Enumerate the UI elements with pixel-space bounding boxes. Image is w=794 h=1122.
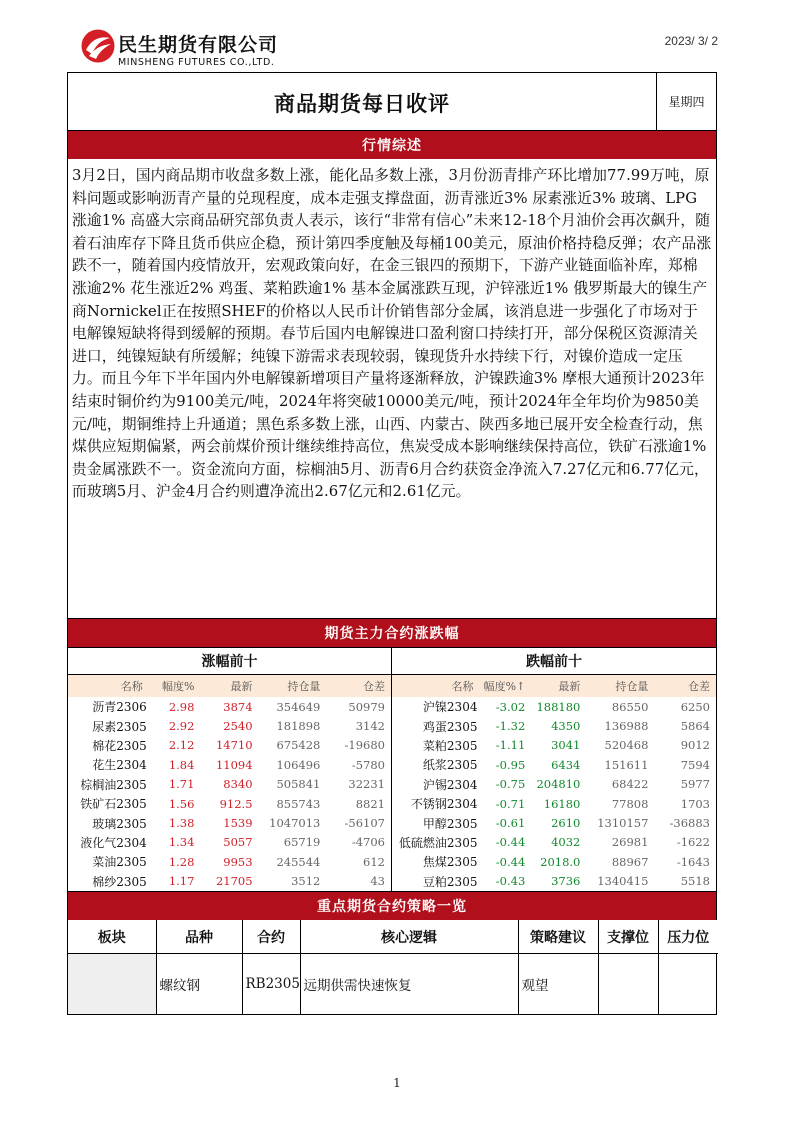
table-cell: 1.38	[168, 816, 195, 831]
strategy-cell	[658, 954, 718, 1014]
table-cell: 11094	[215, 757, 253, 772]
table-cell: 2.92	[168, 719, 195, 734]
table-cell: -1.11	[495, 738, 526, 753]
table-cell: 9953	[223, 854, 253, 869]
contract-name: 菜油2305	[92, 855, 147, 870]
contract-name: 低硫燃油2305	[398, 835, 478, 850]
table-row	[392, 872, 716, 891]
table-cell: 14710	[215, 738, 253, 753]
table-cell: 1310157	[597, 816, 649, 831]
table-cell: 4350	[551, 719, 581, 734]
gainers-col-header: 仓差	[326, 675, 391, 697]
strategy-col-header: 品种	[156, 920, 242, 954]
summary-heading: 行情综述	[68, 131, 716, 159]
table-cell: 106496	[276, 757, 321, 772]
losers-table	[392, 675, 716, 891]
table-cell: -1622	[676, 835, 710, 850]
contract-name: 豆粕2305	[422, 874, 478, 889]
table-row	[68, 755, 391, 774]
contract-name: 纸浆2305	[422, 758, 478, 773]
strategy-cell: 螺纹钢	[156, 954, 242, 1014]
gainers-col-header: 最新	[200, 675, 258, 697]
report-frame	[67, 72, 717, 1015]
table-cell: 9012	[680, 738, 710, 753]
gainers-title: 涨幅前十	[68, 647, 391, 675]
table-cell: 6250	[680, 699, 710, 714]
contract-name: 花生2304	[92, 758, 147, 773]
table-cell: -0.61	[495, 816, 526, 831]
table-cell: 6434	[551, 757, 581, 772]
losers-col-header: 持仓量	[586, 675, 654, 697]
contract-name: 尿素2305	[92, 719, 147, 734]
table-cell: 5864	[680, 719, 710, 734]
strategy-cell: 远期供需快速恢复	[300, 954, 518, 1014]
table-cell: -0.75	[495, 777, 526, 792]
contract-name: 液化气2304	[80, 835, 147, 850]
table-cell: 2610	[551, 816, 581, 831]
contract-name: 菜粕2305	[422, 738, 478, 753]
table-row	[392, 813, 716, 832]
table-cell: 1703	[680, 796, 710, 811]
table-cell: -0.44	[495, 835, 526, 850]
strategy-cell	[68, 954, 156, 1014]
table-cell: -36883	[669, 816, 710, 831]
contract-name: 鸡蛋2305	[422, 719, 478, 734]
contract-name: 棉花2305	[92, 738, 147, 753]
strategy-heading: 重点期货合约策略一览	[68, 892, 716, 920]
table-cell: -56107	[344, 816, 385, 831]
table-row	[68, 716, 391, 735]
table-row	[68, 852, 391, 871]
table-cell: -3.02	[495, 699, 526, 714]
strategy-col-header: 支撑位	[598, 920, 658, 954]
table-cell: 32231	[348, 777, 385, 792]
table-cell: 1.17	[168, 874, 195, 889]
contract-name: 焦煤2305	[422, 855, 478, 870]
table-cell: 68422	[611, 777, 649, 792]
table-cell: 3142	[355, 719, 385, 734]
market-summary-text: 3月2日，国内商品期市收盘多数上涨，能化品多数上涨，3月份沥青排产环比增加77.99万吨，原料问题或影响沥青产量的兑现程度，成本走强支撑盘面，沥青涨近3% 尿素涨近3% 玻璃、LPG涨逾1% 高盛大宗商品研究部负责人表示，该行“非常有信心”未来12-18个月油价会再次飙升，随着石油库存下降且货币供应企稳，预计第四季度触及每桶100美元，原油价格持稳反弹；农产品涨跌不一，随着国内疫情放开，宏观政策向好，在金三银四的预期下，下游产业链面临补库，郑棉涨逾2% 花生涨近2% 鸡蛋、菜粕跌逾1% 基本金属涨跌互现，沪锌涨近1% 俄罗斯最大的镍生产商Nornickel正在按照SHEF的价格以人民币计价销售部分金属，该消息进一步强化了市场对于电解镍短缺将得到缓解的预期。春节后国内电解镍进口盈利窗口持续打开，部分保税区资源清关进口，纯镍短缺有所缓解；纯镍下游需求表现较弱，镍现货升水持续下行，对镍价造成一定压力。而且今年下半年国内外电解镍新增项目产量将逐渐释放，沪镍跌逾3% 摩根大通预计2023年结束时铜价约为9100美元/吨，2024年将突破10000美元/吨，预计2024年全年均价为9850美元/吨，期铜维持上升通道；黑色系多数上涨，山西、内蒙古、陕西多地已展开安全检查行动，焦煤供应短期偏紧，两会前煤价预计继续维持高位，焦炭受成本影响继续保持高位，铁矿石涨逾1% 贵金属涨跌不一。资金流向方面，棕榈油5月、沥青6月合约获资金净流入7.27亿元和6.77亿元，而玻璃5月、沪金4月合约则遭净流出2.67亿元和2.61亿元。	[68, 159, 716, 619]
table-cell: 1.71	[168, 777, 195, 792]
table-cell: 912.5	[219, 796, 253, 811]
losers-col-header: 仓差	[654, 675, 716, 697]
gainers-col-header: 持仓量	[259, 675, 327, 697]
table-cell: 1047013	[269, 816, 321, 831]
table-row	[68, 833, 391, 852]
table-cell: 188180	[536, 699, 581, 714]
report-date: 2023/ 3/ 2	[664, 34, 718, 48]
losers-title: 跌幅前十	[392, 647, 716, 675]
table-row	[68, 697, 391, 716]
table-cell: 204810	[536, 777, 581, 792]
table-cell: 5977	[680, 777, 710, 792]
losers-col-header: 最新	[531, 675, 586, 697]
table-cell: 1.34	[168, 835, 195, 850]
table-cell: 26981	[611, 835, 649, 850]
strategy-col-header: 合约	[242, 920, 300, 954]
table-cell: 5057	[223, 835, 253, 850]
table-cell: 520468	[604, 738, 649, 753]
strategy-row	[68, 954, 718, 1014]
losers-col-header: 名称	[392, 675, 479, 697]
table-row	[392, 794, 716, 813]
table-cell: 1.56	[168, 796, 195, 811]
table-cell: 4032	[551, 835, 581, 850]
table-row	[392, 716, 716, 735]
table-cell: 50979	[348, 699, 385, 714]
rank-heading: 期货主力合约涨跌幅	[68, 619, 716, 647]
page-number: 1	[393, 1076, 401, 1090]
gainers-table	[68, 675, 391, 891]
rank-tables	[68, 647, 716, 892]
contract-name: 棉纱2305	[92, 874, 147, 889]
table-row	[68, 794, 391, 813]
table-cell: 1539	[223, 816, 253, 831]
table-cell: -0.95	[495, 757, 526, 772]
table-cell: 43	[370, 874, 385, 889]
strategy-col-header: 核心逻辑	[300, 920, 518, 954]
strategy-col-header: 压力位	[658, 920, 718, 954]
gainers-col-header: 幅度%	[149, 675, 201, 697]
table-cell: 88967	[611, 854, 649, 869]
table-cell: 5518	[680, 874, 710, 889]
strategy-cell	[598, 954, 658, 1014]
table-cell: 505841	[276, 777, 321, 792]
table-cell: 3736	[551, 874, 581, 889]
losers-panel	[392, 647, 716, 891]
table-row	[68, 872, 391, 891]
contract-name: 棕榈油2305	[80, 777, 147, 792]
table-cell: 136988	[604, 719, 649, 734]
company-name-cn: 民生期货有限公司	[118, 34, 279, 56]
company-logo	[80, 28, 340, 74]
strategy-col-header: 板块	[68, 920, 156, 954]
company-name-en: MINSHENG FUTURES CO.,LTD.	[118, 57, 275, 68]
contract-name: 沥青2306	[92, 700, 147, 715]
table-cell: 245544	[276, 854, 321, 869]
table-row	[392, 755, 716, 774]
table-cell: 181898	[276, 719, 321, 734]
table-cell: -0.71	[495, 796, 526, 811]
contract-name: 玻璃2305	[92, 816, 147, 831]
contract-name: 甲醇2305	[422, 816, 478, 831]
table-cell: 1340415	[597, 874, 649, 889]
table-cell: 16180	[543, 796, 581, 811]
table-cell: 3874	[223, 699, 253, 714]
table-cell: 1.84	[168, 757, 195, 772]
strategy-cell: 观望	[518, 954, 598, 1014]
table-cell: 77808	[611, 796, 649, 811]
table-cell: -0.43	[495, 874, 526, 889]
table-cell: 8340	[223, 777, 253, 792]
contract-name: 沪镍2304	[422, 700, 478, 715]
gainers-panel	[68, 647, 392, 891]
table-row	[68, 813, 391, 832]
contract-name: 铁矿石2305	[80, 797, 147, 812]
gainers-col-header: 名称	[68, 675, 149, 697]
table-cell: 2.98	[168, 699, 195, 714]
table-cell: 855743	[276, 796, 321, 811]
table-row	[392, 697, 716, 716]
weekday-cell: 星期四	[656, 73, 716, 130]
table-cell: 65719	[283, 835, 321, 850]
table-cell: 612	[363, 854, 385, 869]
table-cell: 675428	[276, 738, 321, 753]
contract-name: 沪锡2304	[422, 777, 478, 792]
table-row	[392, 833, 716, 852]
table-row	[392, 852, 716, 871]
table-cell: 2540	[223, 719, 253, 734]
table-cell: -19680	[344, 738, 385, 753]
strategy-cell: RB2305	[242, 954, 300, 1014]
table-cell: -1.32	[495, 719, 526, 734]
table-cell: 86550	[611, 699, 649, 714]
table-row	[392, 775, 716, 794]
table-cell: 3512	[291, 874, 321, 889]
table-cell: 2.12	[168, 738, 195, 753]
table-row	[392, 736, 716, 755]
title-row	[68, 73, 716, 131]
strategy-col-header: 策略建议	[518, 920, 598, 954]
strategy-table	[68, 920, 718, 1014]
table-cell: 1.28	[168, 854, 195, 869]
table-cell: -0.44	[495, 854, 526, 869]
table-cell: 3041	[551, 738, 581, 753]
table-cell: -4706	[351, 835, 385, 850]
table-cell: -1643	[676, 854, 710, 869]
table-cell: 151611	[604, 757, 649, 772]
table-cell: 354649	[276, 699, 321, 714]
table-cell: -5780	[351, 757, 385, 772]
table-cell: 8821	[355, 796, 385, 811]
table-cell: 21705	[215, 874, 253, 889]
minsheng-logo-icon	[80, 28, 116, 64]
report-title: 商品期货每日收评	[274, 91, 450, 116]
table-cell: 2018.0	[540, 854, 581, 869]
losers-col-header: 幅度%↑	[479, 675, 531, 697]
table-row	[68, 736, 391, 755]
contract-name: 不锈钢2304	[410, 797, 478, 812]
table-cell: 7594	[680, 757, 710, 772]
table-row	[68, 775, 391, 794]
